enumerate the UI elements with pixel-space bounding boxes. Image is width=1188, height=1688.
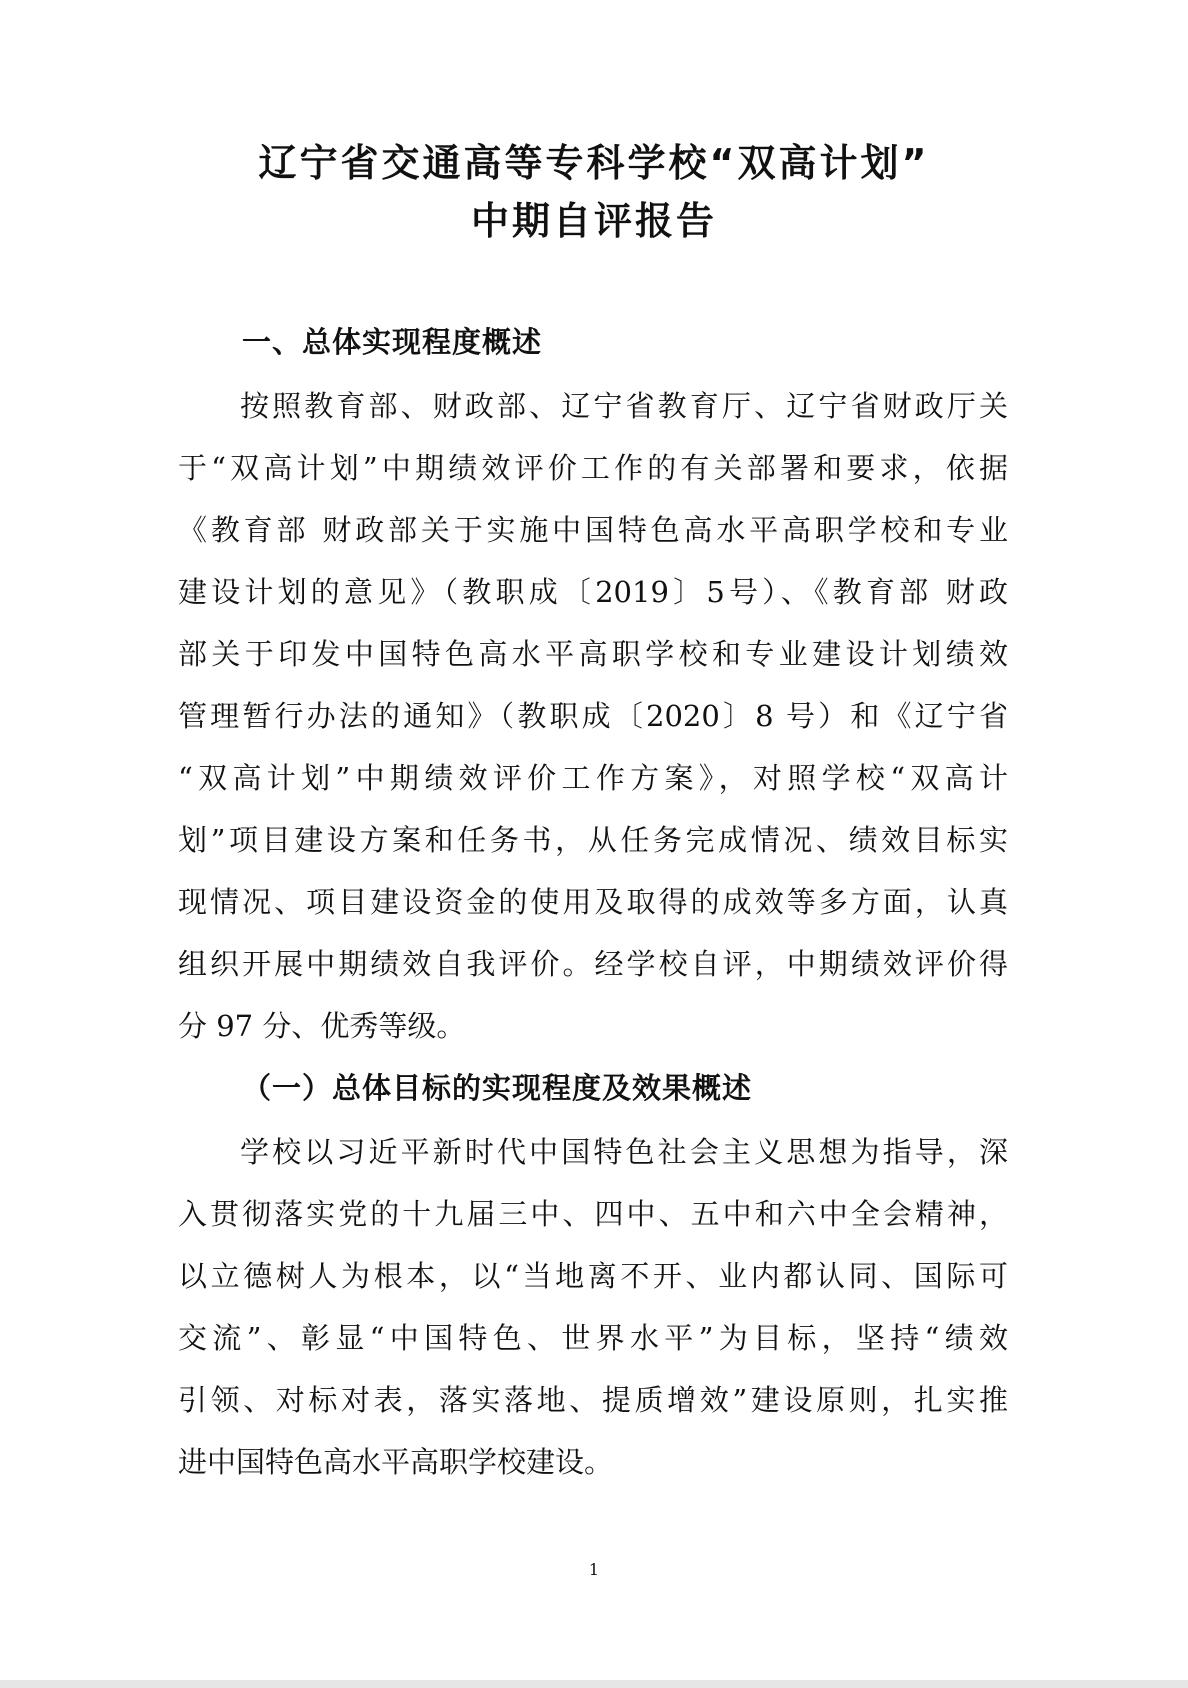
page-bottom-divider bbox=[0, 1680, 1188, 1688]
subsection-paragraph-goals bbox=[178, 1121, 1008, 1493]
paragraph-line: 进中国特色高水平高职学校建设。 bbox=[178, 1445, 614, 1479]
paragraph-line: 于“双高计划”中期绩效评价工作的有关部署和要求，依据 bbox=[178, 451, 1008, 485]
paragraph-line: 《教育部 财政部关于实施中国特色高水平高职学校和专业 bbox=[178, 513, 1008, 547]
paragraph-line: 划”项目建设方案和任务书，从任务完成情况、绩效目标实 bbox=[178, 823, 1008, 857]
paragraph-line: 学校以习近平新时代中国特色社会主义思想为指导，深 bbox=[240, 1135, 1008, 1169]
paragraph-line: 交流”、彰显“中国特色、世界水平”为目标，坚持“绩效 bbox=[178, 1321, 1008, 1355]
paragraph-line: 管理暂行办法的通知》（教职成〔2020〕8 号）和《辽宁省 bbox=[178, 699, 1008, 733]
paragraph-line: 组织开展中期绩效自我评价。经学校自评，中期绩效评价得 bbox=[178, 947, 1008, 981]
paragraph-line: “双高计划”中期绩效评价工作方案》，对照学校“双高计 bbox=[178, 761, 1008, 795]
subsection-heading-goals: （一）总体目标的实现程度及效果概述 bbox=[242, 1071, 753, 1105]
paragraph-line: 以立德树人为根本，以“当地离不开、业内都认同、国际可 bbox=[178, 1259, 1008, 1293]
paragraph-line: 引领、对标对表，落实落地、提质增效”建设原则，扎实推 bbox=[178, 1383, 1008, 1417]
section-paragraph-overview bbox=[178, 375, 1008, 1057]
paragraph-line: 建设计划的意见》（教职成〔2019〕5号）、《教育部 财政 bbox=[178, 575, 1008, 609]
document-title-line-2: 中期自评报告 bbox=[470, 199, 717, 243]
paragraph-line: 现情况、项目建设资金的使用及取得的成效等多方面，认真 bbox=[178, 885, 1008, 919]
paragraph-line: 入贯彻落实党的十九届三中、四中、五中和六中全会精神， bbox=[178, 1197, 1008, 1231]
document-title-line-1: 辽宁省交通高等专科学校“双高计划” bbox=[258, 141, 930, 185]
paragraph-line: 部关于印发中国特色高水平高职学校和专业建设计划绩效 bbox=[178, 637, 1008, 671]
paragraph-line: 分 97 分、优秀等级。 bbox=[178, 1009, 466, 1043]
paragraph-line: 按照教育部、财政部、辽宁省教育厅、辽宁省财政厅关 bbox=[240, 389, 1008, 423]
page-number: 1 bbox=[588, 1560, 600, 1579]
section-heading-overview: 一、总体实现程度概述 bbox=[242, 325, 543, 359]
